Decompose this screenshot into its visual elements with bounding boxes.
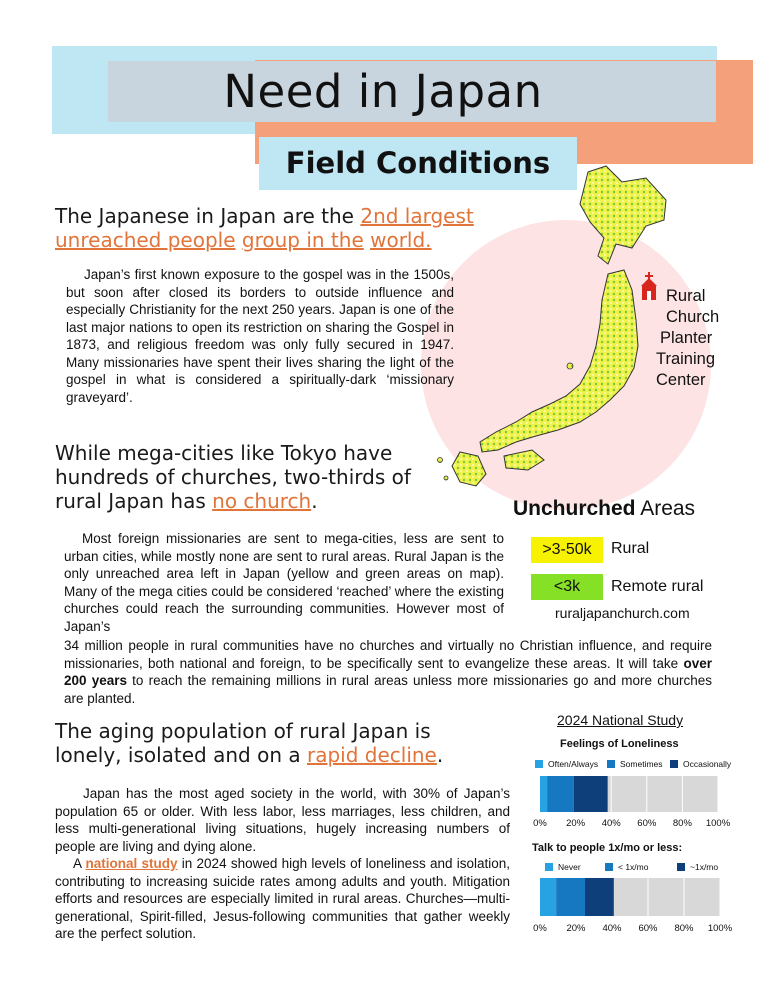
hokkaido-island	[580, 166, 666, 264]
body-text: 34 million people in rural communities have no churches and virtually no Christian influence, and require missionaries, both national and foreign, to be specifically sent to evangelize these areas. It will take	[64, 638, 712, 671]
body-text: in 2024 showed high levels of loneliness and isolation, contributing to increasing suicide rates among adults and youth. Mitigation efforts and resources are especially limited in rural areas. Churches—multi-generational, Spirit-filled, Jesus-following communities that gather weekly are the perfect solution.	[55, 856, 510, 941]
tick-label: 80%	[672, 818, 692, 829]
section3-body	[55, 785, 510, 943]
body-text: to reach the remaining millions in rural areas unless more missionaries go and more churches are planted.	[64, 673, 712, 706]
heading-link[interactable]: no church	[212, 489, 312, 513]
legend-title-rest: Areas	[635, 497, 696, 520]
chart1-legend-item-1	[607, 759, 663, 769]
page-title: Need in Japan	[223, 65, 543, 118]
chart2-legend-item-1	[605, 862, 648, 872]
legend-swatch	[607, 760, 615, 768]
shikoku-island	[504, 450, 544, 470]
legend-swatch-remote: <3k	[531, 574, 603, 600]
heading-link[interactable]: 2nd largest	[360, 204, 474, 228]
legend-title-bold: Unchurched	[513, 497, 636, 520]
legend-label: Never	[558, 862, 581, 872]
legend-swatch	[535, 760, 543, 768]
heading-text: .	[311, 489, 318, 513]
legend-title	[513, 497, 695, 521]
legend-label: Occasionally	[683, 759, 732, 769]
legend-swatch	[677, 863, 685, 871]
heading-text: While mega-cities like Tokyo have hundreds of churches, two-thirds of rural Japan has	[55, 441, 411, 513]
legend-label-rural: Rural	[611, 540, 650, 557]
legend-swatch	[605, 863, 613, 871]
chart2-legend-item-2	[677, 862, 718, 872]
bar-segment-never	[540, 878, 556, 916]
bar-segment--1x-mo	[556, 878, 585, 916]
heading-text: .	[436, 743, 444, 767]
bar-segment-often-always	[540, 776, 547, 812]
section3-heading	[55, 719, 495, 767]
study-title: 2024 National Study	[557, 712, 684, 728]
tick-label: 0%	[533, 923, 547, 934]
section2-body-part2	[64, 637, 712, 707]
website-link[interactable]: ruraljapanchurch.com	[555, 605, 690, 621]
legend-label: Sometimes	[620, 759, 663, 769]
heading-text: The aging population of rural Japan is lonely, isolated and on a	[55, 719, 431, 767]
tick-label: 40%	[601, 818, 621, 829]
legend-swatch	[545, 863, 553, 871]
church-center-label	[656, 286, 719, 391]
legend-label-remote: Remote rural	[611, 578, 704, 595]
tick-label: 100%	[707, 923, 733, 934]
church-label-line: Rural	[666, 287, 706, 305]
legend-label: Often/Always	[548, 759, 599, 769]
church-label-line: Center	[656, 371, 706, 389]
church-label-line: Church	[666, 308, 720, 326]
heading-link[interactable]: world.	[370, 228, 432, 252]
tick-label: 100%	[705, 818, 731, 829]
church-label-line: Planter	[660, 329, 713, 347]
national-study-link[interactable]: national study	[85, 856, 178, 871]
bar-segment-occasionally	[574, 776, 608, 812]
bar-segment--1x-mo	[585, 878, 614, 916]
talk-frequency-chart	[530, 876, 738, 936]
legend-label: < 1x/mo	[618, 862, 649, 872]
legend-label: ~1x/mo	[690, 862, 719, 872]
bar-segment-sometimes	[547, 776, 574, 812]
heading-link[interactable]: group in the	[241, 228, 364, 252]
loneliness-chart	[530, 776, 738, 832]
chart1-legend-item-2	[670, 759, 731, 769]
section2-heading	[55, 441, 435, 513]
section1-heading	[55, 204, 515, 252]
heading-text: The Japanese in Japan are the	[55, 204, 361, 228]
body-text: A	[73, 856, 86, 871]
heading-link[interactable]: unreached people	[55, 228, 236, 252]
chart1-title: Feelings of Loneliness	[560, 738, 679, 750]
tick-label: 60%	[638, 923, 658, 934]
kyushu-island	[452, 452, 486, 486]
body-bold-text: over 200 years	[64, 655, 712, 688]
heading-link[interactable]: rapid decline	[306, 743, 437, 767]
tick-label: 20%	[566, 818, 586, 829]
legend-swatch-rural: >3-50k	[531, 537, 603, 563]
tick-label: 60%	[637, 818, 657, 829]
church-label-line: Training	[656, 350, 715, 368]
chart2-legend-item-0	[545, 862, 581, 872]
tick-label: 20%	[566, 923, 586, 934]
tick-label: 0%	[533, 818, 547, 829]
body-paragraph	[55, 855, 510, 943]
tick-label: 40%	[602, 923, 622, 934]
section1-body: Japan’s first known exposure to the gospel was in the 1500s, but soon after closed its borders to outside influence and especially Christianity for the next 250 years. Japan is one of the last major nations to open its restriction on sharing the Gospel in 1873, and religious freedom was only fully secured in 1947. Many missionaries have spent their lives sharing the light of the gospel in what is considered a spiritually-dark ‘missionary graveyard’.	[66, 267, 454, 405]
legend-swatch	[670, 760, 678, 768]
page-subtitle: Field Conditions	[285, 146, 551, 180]
chart2-title: Talk to people 1x/mo or less:	[532, 842, 683, 854]
body-paragraph: Japan has the most aged society in the world, with 30% of Japan’s population 65 or older. With less labor, less marriages, less children, and less multi-generational living situations, hugely increasing numbers of people are living and dying alone.	[55, 786, 510, 854]
honshu-island	[480, 270, 638, 452]
section2-body-part1: Most foreign missionaries are sent to mega-cities, less are sent to urban cities, while mostly none are sent to rural areas. Rural Japan is the only unreached area left in Japan (yellow and green areas on map). Many of the mega cities could be considered ‘reached’ where the existing churches could reach the surrounding communities. However most of Japan’s	[64, 531, 504, 634]
tick-label: 80%	[674, 923, 694, 934]
chart1-legend-item-0	[535, 759, 598, 769]
